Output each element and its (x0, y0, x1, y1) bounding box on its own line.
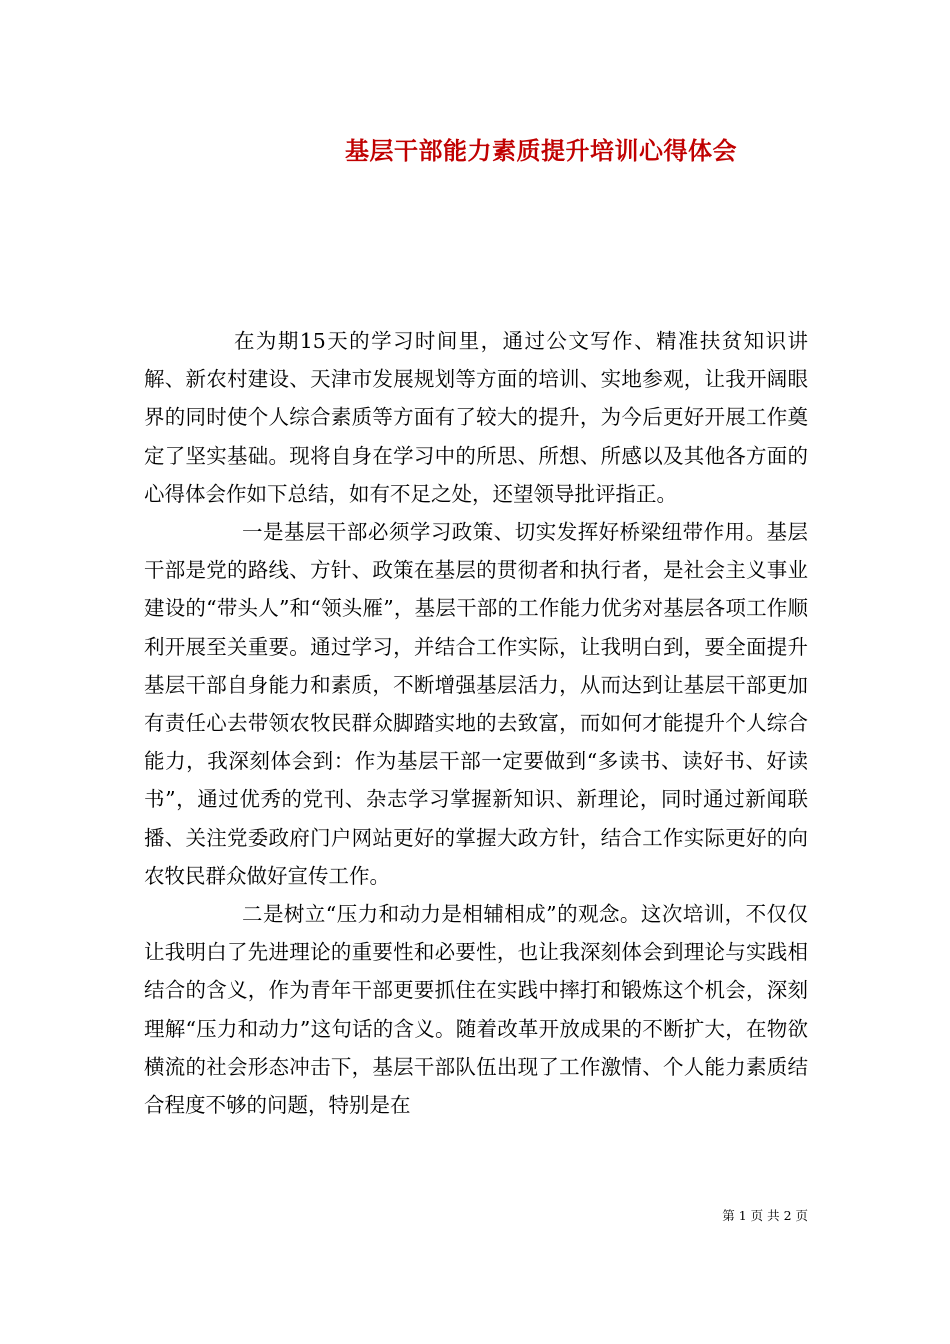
page-number-footer: 第 1 页 共 2 页 (722, 1208, 808, 1223)
document-body (144, 322, 808, 1124)
page-title: 基层干部能力素质提升培训心得体会 (345, 136, 737, 165)
paragraph-point-two: 二是树立“压力和动力是相辅相成”的观念。这次培训，不仅仅让我明白了先进理论的重要性和必要性，也让我深刻体会到理论与实践相结合的含义，作为青年干部更要抓住在实践中摔打和锻炼这个机会，深刻理解“压力和动力”这句话的含义。随着改革开放成果的不断扩大，在物欲横流的社会形态冲击下，基层干部队伍出现了工作激情、个人能力素质结合程度不够的问题，特别是在 (144, 902, 808, 1118)
paragraph-point-one: 一是基层干部必须学习政策、切实发挥好桥梁纽带作用。基层干部是党的路线、方针、政策在基层的贯彻者和执行者，是社会主义事业建设的“带头人”和“领头雁”，基层干部的工作能力优劣对基层各项工作顺利开展至关重要。通过学习，并结合工作实际，让我明白到，要全面提升基层干部自身能力和素质，不断增强基层活力，从而达到让基层干部更加有责任心去带领农牧民群众脚踏实地的去致富，而如何才能提升个人综合能力，我深刻体会到：作为基层干部一定要做到“多读书、读好书、好读书”，通过优秀的党刊、杂志学习掌握新知识、新理论，同时通过新闻联播、关注党委政府门户网站更好的掌握大政方针，结合工作实际更好的向农牧民群众做好宣传工作。 (144, 520, 808, 888)
paragraph-intro: 在为期15天的学习时间里，通过公文写作、精准扶贫知识讲解、新农村建设、天津市发展规划等方面的培训、实地参观，让我开阔眼界的同时使个人综合素质等方面有了较大的提升，为今后更好开展工作奠定了坚实基础。现将自身在学习中的所思、所想、所感以及其他各方面的心得体会作如下总结，如有不足之处，还望领导批评指正。 (144, 329, 808, 506)
